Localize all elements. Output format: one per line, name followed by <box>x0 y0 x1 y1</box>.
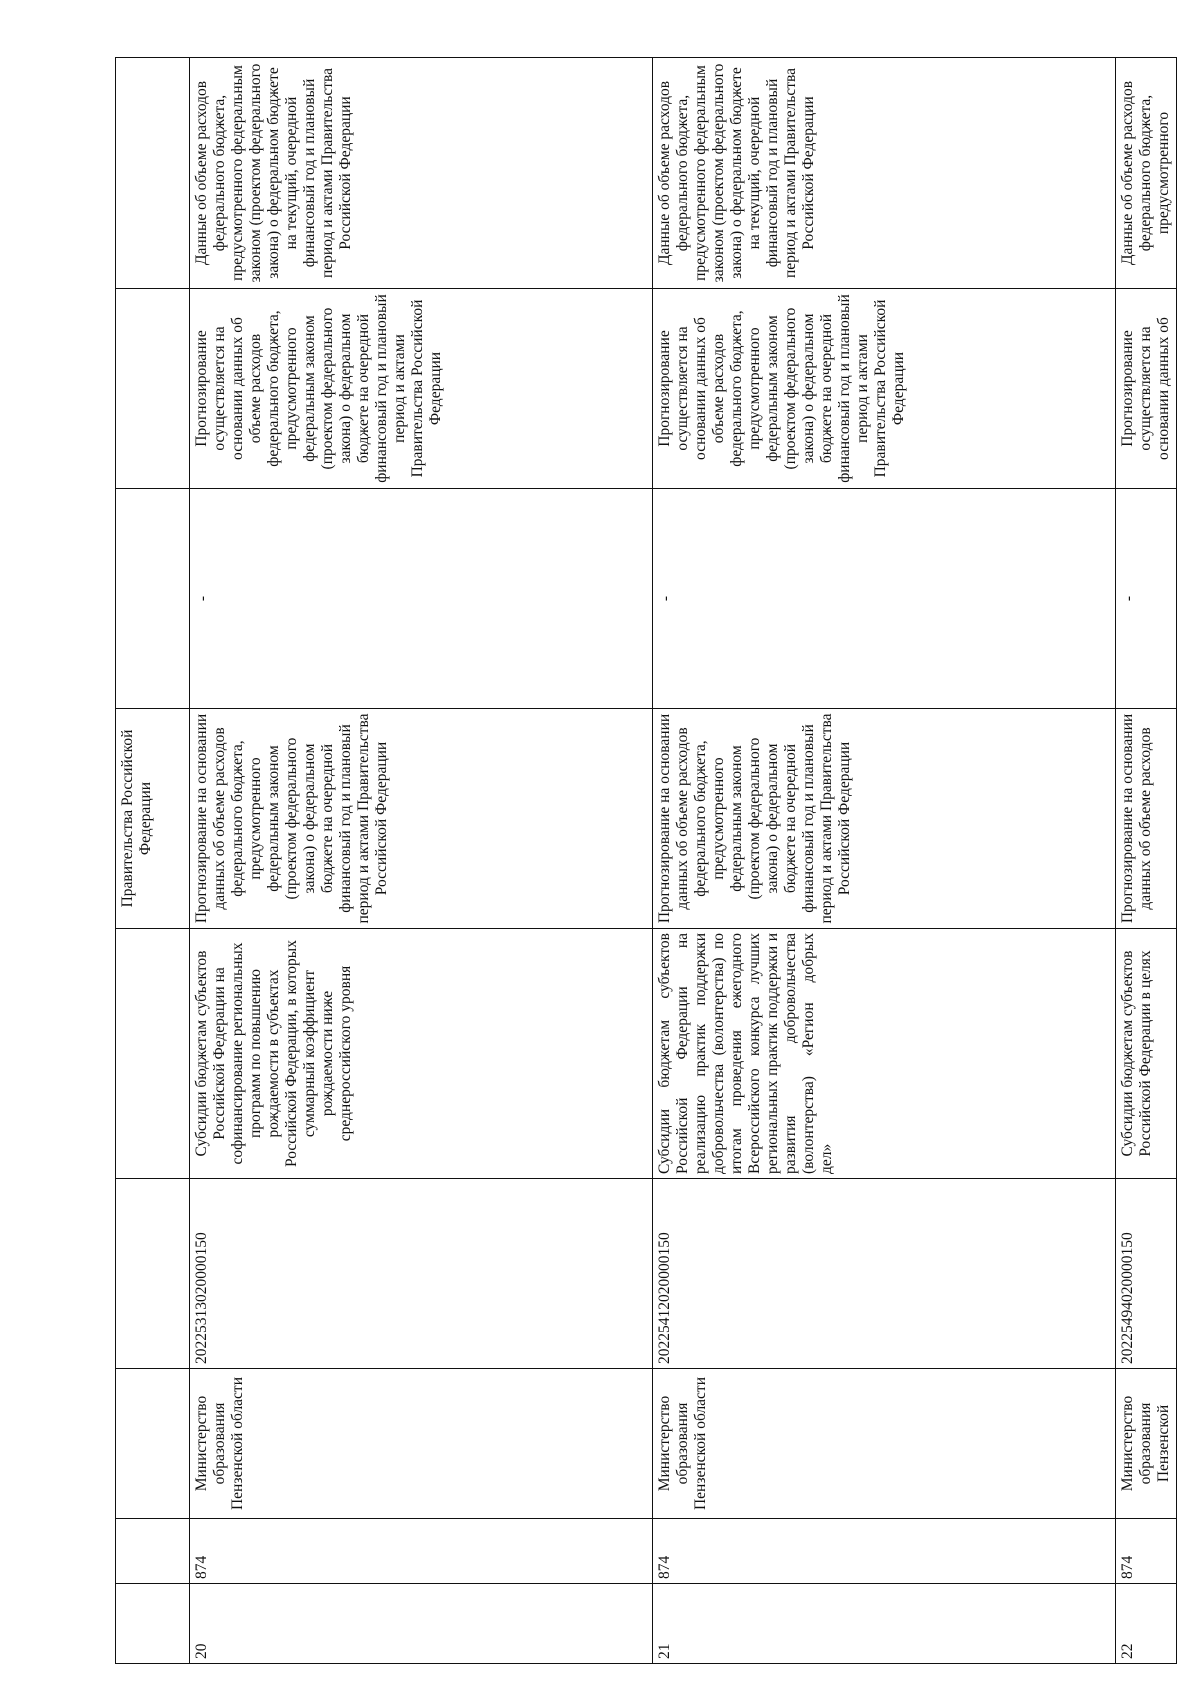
cell-row-number: 21 <box>653 1584 1116 1664</box>
cell-algorithm: Прогнозирование осуществляется на основании данных об объеме расходов федерального бюджета, предусмотренного федеральным законом (проектом федерального закона) о федеральном бюджете на очередной финансовый год и плановый период и актами Правительства Российской Федерации <box>190 289 653 489</box>
cell-revenue-name: Субсидии бюджетам субъектов Российской Федерации в целях <box>1116 929 1177 1179</box>
table-row <box>1116 58 1177 1664</box>
cell-kbk: 20225494020000150 <box>1116 1179 1177 1369</box>
table-row <box>190 58 653 1664</box>
cell-empty <box>116 58 190 289</box>
cell-forecast-method: Прогнозирование на основании данных об объеме расходов федерального бюджета, предусмотренного федеральным законом (проектом федерального закона) о федеральном бюджете на очередной финансовый год и плановый период и актами Правительства Российской Федерации <box>190 709 653 929</box>
cell-algorithm: Прогнозирование осуществляется на основании данных об <box>1116 289 1177 489</box>
cell-kbk: 20225412020000150 <box>653 1179 1116 1369</box>
cell-administrator: Министерство образования Пензенской <box>1116 1369 1177 1519</box>
cell-admin-code: 874 <box>190 1519 653 1584</box>
cell-empty <box>116 1179 190 1369</box>
cell-revenue-name: Субсидии бюджетам субъектов Российской Федерации на софинансирование региональных программ по повышению рождаемости в субъектах Российской Федерации, в которых суммарный коэффициент рождаемости ниже среднероссийского уровня <box>190 929 653 1179</box>
cell-row-number: 22 <box>1116 1584 1177 1664</box>
table-row <box>653 58 1116 1664</box>
cell-empty <box>116 489 190 709</box>
cell-row-number: 20 <box>190 1584 653 1664</box>
cell-admin-code: 874 <box>653 1519 1116 1584</box>
cell-data-source: Данные об объеме расходов федерального бюджета, предусмотренного федеральным законом (проектом федерального закона) о федеральном бюджете на текущий, очередной финансовый год и плановый период и актами Правительства Российской Федерации <box>653 58 1116 289</box>
page <box>115 58 1172 1664</box>
cell-algorithm: Прогнозирование осуществляется на основании данных об объеме расходов федерального бюджета, предусмотренного федеральным законом (проектом федерального закона) о федеральном бюджете на очередной финансовый год и плановый период и актами Правительства Российской Федерации <box>653 289 1116 489</box>
cell-revenue-name: Субсидии бюджетам субъектов Российской Федерации на реализацию практик поддержки добровольчества (волонтерства) по итогам проведения ежегодного Всероссийского конкурса лучших региональных практик поддержки и развития добровольчества (волонтерства) «Регион добрых дел» <box>653 929 1116 1179</box>
cell-method-continuation: Правительства Российской Федерации <box>116 709 190 929</box>
cell-empty <box>116 929 190 1179</box>
cell-formula: - <box>190 489 653 709</box>
cell-empty <box>116 1584 190 1664</box>
rotated-table-container <box>115 58 1172 1664</box>
cell-data-source: Данные об объеме расходов федерального бюджета, предусмотренного федеральным законом (проектом федерального закона) о федеральном бюджете на текущий, очередной финансовый год и плановый период и актами Правительства Российской Федерации <box>190 58 653 289</box>
cell-formula: - <box>653 489 1116 709</box>
cell-administrator: Министерство образования Пензенской области <box>653 1369 1116 1519</box>
cell-forecast-method: Прогнозирование на основании данных об объеме расходов федерального бюджета, предусмотренного федеральным законом (проектом федерального закона) о федеральном бюджете на очередной финансовый год и плановый период и актами Правительства Российской Федерации <box>653 709 1116 929</box>
cell-empty <box>116 1369 190 1519</box>
cell-forecast-method: Прогнозирование на основании данных об объеме расходов <box>1116 709 1177 929</box>
cell-admin-code: 874 <box>1116 1519 1177 1584</box>
cell-administrator: Министерство образования Пензенской области <box>190 1369 653 1519</box>
cell-formula: - <box>1116 489 1177 709</box>
cell-empty <box>116 1519 190 1584</box>
cell-kbk: 20225313020000150 <box>190 1179 653 1369</box>
cell-empty <box>116 289 190 489</box>
forecast-methods-table <box>115 57 1177 1664</box>
cell-data-source: Данные об объеме расходов федерального бюджета, предусмотренного <box>1116 58 1177 289</box>
table-row-continuation <box>116 58 190 1664</box>
